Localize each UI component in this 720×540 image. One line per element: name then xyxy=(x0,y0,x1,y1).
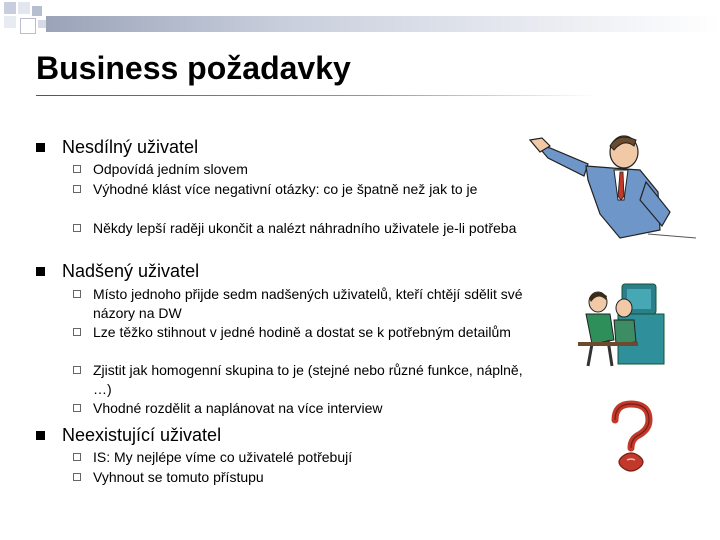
section-heading: Neexistující uživatel xyxy=(62,425,222,445)
computer-users-icon xyxy=(578,278,674,370)
slide-title: Business požadavky xyxy=(36,50,351,86)
hollow-square-bullet-icon xyxy=(73,404,81,412)
title-underline xyxy=(36,95,596,96)
pointing-man-icon xyxy=(528,130,698,245)
section-heading: Nesdílný uživatel xyxy=(62,137,199,157)
section-heading: Nadšený uživatel xyxy=(62,261,200,281)
hollow-square-bullet-icon xyxy=(73,473,81,481)
square-bullet-icon xyxy=(36,267,45,276)
title-bar xyxy=(46,16,720,32)
hollow-square-bullet-icon xyxy=(73,290,81,298)
hollow-square-bullet-icon xyxy=(73,185,81,193)
hollow-square-bullet-icon xyxy=(73,224,81,232)
hollow-square-bullet-icon xyxy=(73,453,81,461)
hollow-square-bullet-icon xyxy=(73,328,81,336)
square-bullet-icon xyxy=(36,143,45,152)
square-bullet-icon xyxy=(36,431,45,440)
hollow-square-bullet-icon xyxy=(73,165,81,173)
question-mark-icon xyxy=(605,400,657,474)
hollow-square-bullet-icon xyxy=(73,366,81,374)
